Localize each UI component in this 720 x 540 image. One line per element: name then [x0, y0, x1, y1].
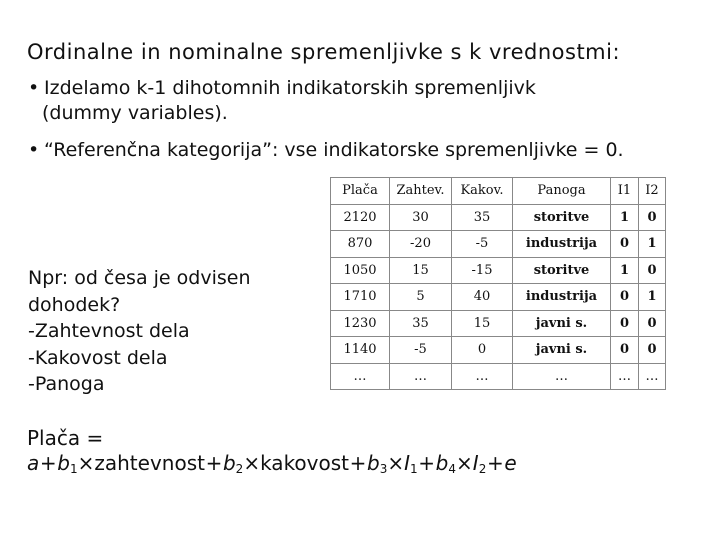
cell-placa: 1050 [331, 257, 390, 284]
formula-times: × [456, 451, 473, 475]
cell-ellipsis: … [390, 363, 452, 390]
header-i1: I1 [611, 178, 639, 205]
side-note-line: dohodek? [28, 293, 121, 316]
cell-kakov: 40 [452, 284, 513, 311]
bullet-reference-category [28, 138, 624, 163]
formula-sub1: 1 [69, 462, 78, 476]
cell-placa: 1140 [331, 337, 390, 364]
cell-kakov: -5 [452, 231, 513, 258]
cell-panoga: industrija [513, 231, 611, 258]
cell-i2: 1 [639, 284, 666, 311]
formula-b3: b [367, 451, 380, 475]
header-panoga: Panoga [513, 178, 611, 205]
formula-times: × [243, 451, 261, 475]
cell-kakov: 35 [452, 204, 513, 231]
formula-b2: b [222, 451, 236, 475]
cell-zahtev: 5 [390, 284, 452, 311]
table-row [331, 257, 666, 284]
formula-i: I [472, 451, 479, 475]
table-row-ellipsis [331, 363, 666, 390]
regression-formula [27, 426, 517, 482]
cell-kakov: 15 [452, 310, 513, 337]
formula-line1: Plača = [27, 426, 104, 450]
cell-i2: 0 [639, 310, 666, 337]
header-kakov: Kakov. [452, 178, 513, 205]
cell-zahtev: 35 [390, 310, 452, 337]
header-placa: Plača [331, 178, 390, 205]
slide-title-text: Ordinalne in nominalne spremenljivke s k vrednostmi: [27, 40, 621, 64]
cell-ellipsis: … [331, 363, 390, 390]
cell-kakov: 0 [452, 337, 513, 364]
formula-plus: + [39, 451, 57, 475]
table-row [331, 284, 666, 311]
formula-plus: + [418, 451, 436, 475]
table-row [331, 337, 666, 364]
cell-placa: 2120 [331, 204, 390, 231]
cell-panoga: storitve [513, 257, 611, 284]
cell-i1: 0 [611, 284, 639, 311]
header-i2: I2 [639, 178, 666, 205]
formula-times: × [387, 451, 405, 475]
header-zahtev: Zahtev. [390, 178, 452, 205]
side-note-line: Npr: od česa je odvisen [28, 267, 251, 289]
cell-panoga: industrija [513, 284, 611, 311]
cell-ellipsis: … [639, 363, 666, 390]
cell-i1: 1 [611, 204, 639, 231]
cell-i1: 0 [611, 310, 639, 337]
formula-isub2: 2 [478, 462, 487, 476]
formula-b4: b [435, 451, 449, 475]
side-note-line: -Panoga [28, 373, 105, 395]
cell-i1: 0 [611, 337, 639, 364]
cell-placa: 870 [331, 231, 390, 258]
cell-zahtev: -20 [390, 231, 452, 258]
table-row [331, 231, 666, 258]
cell-panoga: javni s. [513, 337, 611, 364]
slide-title [27, 40, 620, 64]
formula-sub2: 2 [235, 462, 244, 476]
bullet-dot-icon: • [28, 139, 40, 161]
cell-ellipsis: … [611, 363, 639, 390]
bullet-dummy-variables [28, 76, 536, 126]
bullet1-line1: Izdelamo k-1 dihotomnih indikatorskih spremenljivk [44, 77, 536, 99]
cell-zahtev: 30 [390, 204, 452, 231]
formula-isub1: 1 [410, 462, 418, 476]
bullet2-text: “Referenčna kategorija”: vse indikatorske spremenljivke = 0. [44, 139, 624, 161]
table-row [331, 204, 666, 231]
bullet-dot-icon: • [28, 77, 40, 99]
cell-i2: 1 [639, 231, 666, 258]
cell-ellipsis: … [452, 363, 513, 390]
table-row [331, 310, 666, 337]
data-table [330, 177, 666, 390]
formula-plus: + [486, 451, 504, 475]
cell-placa: 1710 [331, 284, 390, 311]
cell-zahtev: 15 [390, 257, 452, 284]
formula-plus: + [205, 451, 223, 475]
side-note-line: -Zahtevnost dela [28, 320, 190, 342]
formula-times: × [77, 451, 95, 475]
cell-placa: 1230 [331, 310, 390, 337]
formula-line2 [27, 451, 517, 482]
formula-sub3: 3 [379, 462, 388, 476]
formula-plus: + [349, 451, 367, 475]
side-note-line: -Kakovost dela [28, 346, 168, 369]
formula-x1: zahtevnost [94, 451, 205, 475]
formula-x2: kakovost [260, 451, 350, 475]
cell-kakov: -15 [452, 257, 513, 284]
cell-zahtev: -5 [390, 337, 452, 364]
cell-panoga: storitve [513, 204, 611, 231]
cell-i2: 0 [639, 257, 666, 284]
formula-b1: b [57, 451, 70, 475]
formula-e: e [504, 451, 517, 475]
cell-ellipsis: … [513, 363, 611, 390]
formula-sub4: 4 [448, 462, 457, 476]
bullet1-line2: (dummy variables). [42, 102, 228, 124]
cell-i2: 0 [639, 204, 666, 231]
side-note [28, 265, 250, 398]
cell-i1: 1 [611, 257, 639, 284]
table-header-row [331, 178, 666, 205]
cell-i2: 0 [639, 337, 666, 364]
cell-panoga: javni s. [513, 310, 611, 337]
formula-a: a [27, 451, 40, 475]
cell-i1: 0 [611, 231, 639, 258]
formula-i: I [404, 451, 411, 475]
